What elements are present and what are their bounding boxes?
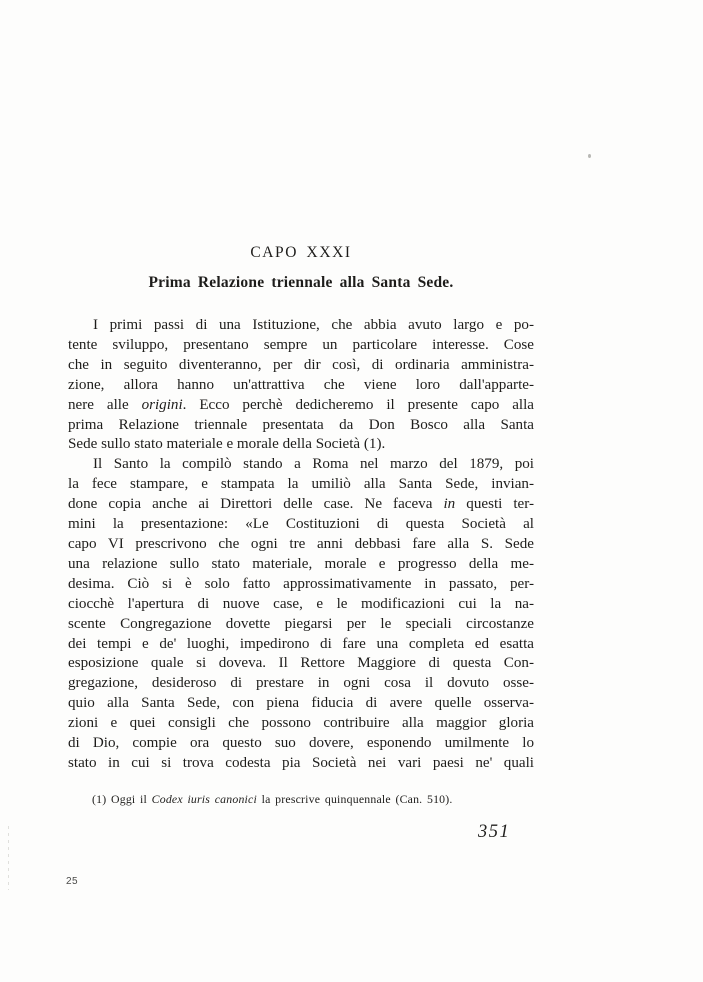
- body-text-line: esposizione quale si doveva. Il Rettore Maggiore di questa Con-: [68, 655, 534, 672]
- body-text-line: tente sviluppo, presentano sempre un particolare interesse. Cose: [68, 336, 534, 353]
- body-text-line: Il Santo la compilò stando a Roma nel marzo del 1879, poi: [93, 456, 534, 473]
- body-text-line: gregazione, desideroso di prestare in ogni cosa il dovuto osse-: [68, 675, 534, 692]
- body-text-line: la fece stampare, e stampata la umiliò alla Santa Sede, invian-: [68, 476, 534, 493]
- body-text-line: zione, allora hanno un'attrattiva che viene loro dall'apparte-: [68, 376, 534, 393]
- body-text-line: desima. Ciò si è solo fatto approssimativamente in passato, per-: [68, 575, 534, 592]
- footnote-italic-title: Codex iuris canonici: [151, 792, 257, 806]
- scan-edge-artifact: [8, 826, 9, 890]
- footnote: [68, 792, 534, 807]
- body-text-line: stato in cui si trova codesta pia Società nei vari paesi ne' quali: [68, 754, 534, 771]
- body-text-line: mini la presentazione: «Le Costituzioni di questa Società al: [68, 516, 534, 533]
- signature-mark: 25: [66, 876, 79, 887]
- body-text-line: una relazione sullo stato materiale, morale e progresso della me-: [68, 555, 534, 572]
- body-text-line: I primi passi di una Istituzione, che abbia avuto largo e po-: [93, 317, 534, 333]
- footnote-suffix: la prescrive quinquennale (Can. 510).: [256, 792, 453, 806]
- body-text-line: capo VI prescrivono che ogni tre anni debbasi fare alla S. Sede: [68, 535, 534, 552]
- body-text-line: done copia anche ai Direttori delle case. Ne faceva in questi ter-: [68, 496, 535, 513]
- body-text-line: nere alle origini. Ecco perchè dedicheremo il presente capo alla: [68, 396, 535, 413]
- section-title: Prima Relazione triennale alla Santa Sede.: [148, 274, 454, 291]
- page-number: 351: [478, 822, 511, 842]
- body-text-line: quio alla Santa Sede, con piena fiducia di avere quelle osserva-: [68, 695, 534, 712]
- body-text-line: dei tempi e de' luoghi, impedirono di fare una completa ed esatta: [68, 635, 534, 652]
- body-text-line: Sede sullo stato materiale e morale della Società (1).: [68, 436, 386, 453]
- body-text-line: zioni e quei consigli che possono contribuire alla maggior gloria: [68, 715, 534, 732]
- scan-speck-artifact: [588, 154, 591, 158]
- footnote-prefix: (1) Oggi il: [92, 792, 152, 806]
- body-text-line: di Dio, compie ora questo suo dovere, esponendo umilmente lo: [68, 735, 534, 752]
- body-text-line: che in seguito diventeranno, per dir così, di ordinaria amministra-: [68, 356, 534, 373]
- body-text: [68, 316, 534, 774]
- body-text-line: ciocchè l'apertura di nuove case, e le modificazioni cui la na-: [68, 595, 534, 612]
- body-text-line: prima Relazione triennale presentata da Don Bosco alla Santa: [68, 416, 534, 433]
- chapter-title: CAPO XXXI: [250, 244, 352, 261]
- body-text-line: scente Congregazione dovette piegarsi per le speciali circostanze: [68, 615, 534, 632]
